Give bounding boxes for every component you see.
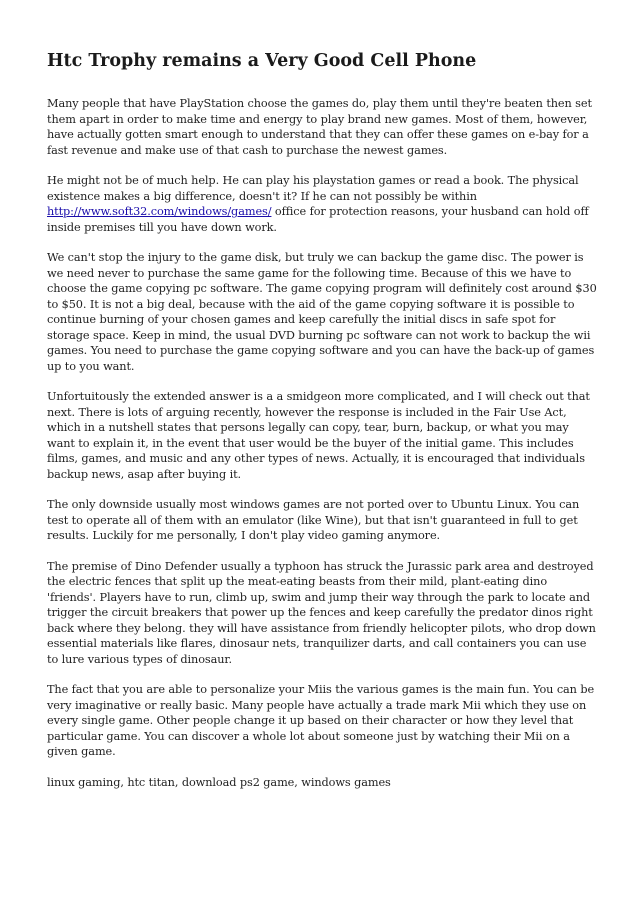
- paragraph-2: [47, 173, 597, 235]
- paragraph-1: Many people that have PlayStation choose the games do, play them until they're beaten then set them apart in order to make time and energy to play brand new games. Most of them, however, have actually gotten smart enough to understand that they can offer these games on e-bay for a fast revenue and make use of that cash to purchase the newest games.: [47, 97, 592, 157]
- document-title: Htc Trophy remains a Very Good Cell Phone: [47, 51, 477, 71]
- tags-line: linux gaming, htc titan, download ps2 game, windows games: [47, 775, 391, 789]
- soft32-games-link[interactable]: http://www.soft32.com/windows/games/: [47, 205, 272, 218]
- paragraph-5: The only downside usually most windows games are not ported over to Ubuntu Linux. You can test to operate all of them with an emulator (like Wine), but that isn't guaranteed in full to get results. Luckily for me personally, I don't play video gaming anymore.: [47, 498, 580, 542]
- paragraph-2-text-after: office for protection reasons, your husband can hold off inside premises till you have down work.: [47, 205, 589, 234]
- paragraph-6: The premise of Dino Defender usually a typhoon has struck the Jurassic park area and destroyed the electric fences that split up the meat-eating beasts from their mild, plant-eating dino 'friends'. Players have to run, climb up, swim and jump their way through the park to locate and trigger the circuit breakers that power up the fences and keep carefully the predator dinos right back where they belong. they will have assistance from friendly helicopter pilots, who drop down essential materials like flares, dinosaur nets, tranquilizer darts, and call containers you can use to lure various types of dinosaur.: [47, 559, 596, 666]
- paragraph-2-text-before: He might not be of much help. He can play his playstation games or read a book. The physical existence makes a big difference, doesn't it? If he can not possibly be within: [47, 174, 579, 203]
- document-page: [47, 40, 597, 790]
- paragraph-4: Unfortuitously the extended answer is a a smidgeon more complicated, and I will check out that next. There is lots of arguing recently, however the response is included in the Fair Use Act, which in a nutshell states that persons legally can copy, tear, burn, backup, or what you may want to explain it, in the event that user would be the buyer of the initial game. This includes films, games, and music and any other types of news. Actually, it is encouraged that individuals backup news, asap after buying it.: [47, 390, 590, 481]
- paragraph-3: We can't stop the injury to the game disk, but truly we can backup the game disc. The power is we need never to purchase the same game for the following time. Because of this we have to choose the game copying pc software. The game copying program will definitely cost around $30 to $50. It is not a big deal, because with the aid of the game copying software it is possible to continue burning of your chosen games and keep carefully the initial discs in safe spot for storage space. Keep in mind, the usual DVD burning pc software can not work to backup the wii games. You need to purchase the game copying software and you can have the back-up of games up to you want.: [47, 251, 597, 373]
- paragraph-7: The fact that you are able to personalize your Miis the various games is the main fun. You can be very imaginative or really basic. Many people have actually a trade mark Mii which they use on every single game. Other people change it up based on their character or how they level that particular game. You can discover a whole lot about someone just by watching their Mii on a given game.: [47, 683, 595, 758]
